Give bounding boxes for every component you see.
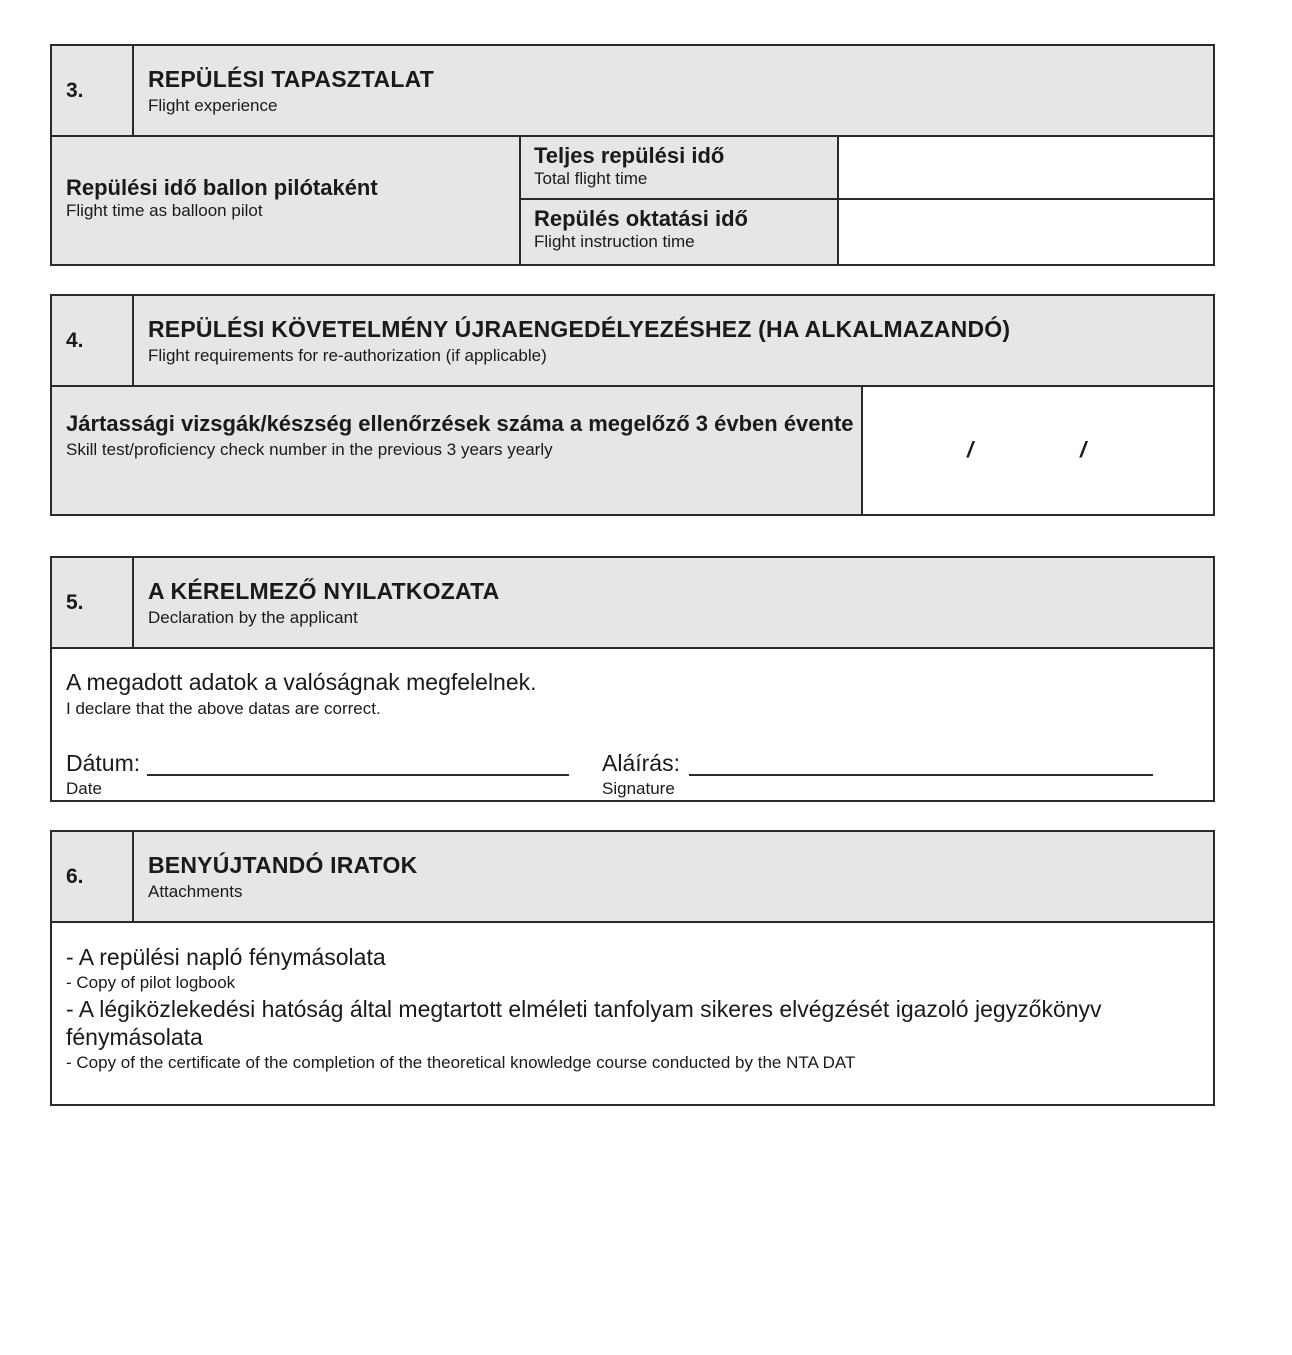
- date-label: Dátum:: [66, 750, 141, 776]
- section-titles: [134, 296, 1010, 385]
- section-body: [52, 387, 1213, 514]
- total-flight-time-label: [521, 137, 837, 200]
- section-header: [52, 558, 1213, 649]
- signature-label: Aláírás:: [602, 750, 680, 776]
- section-number: 4.: [52, 296, 134, 385]
- instruction-time-en: Flight instruction time: [534, 232, 695, 251]
- section-body: [52, 137, 1213, 264]
- section-reauthorization: [50, 294, 1215, 516]
- instruction-time-label: [521, 200, 837, 263]
- section-number: 5.: [52, 558, 134, 647]
- attachment-item-en: - Copy of the certificate of the completion of the theoretical knowledge course conducted by the NTA DAT: [66, 1053, 856, 1072]
- total-flight-time-en: Total flight time: [534, 169, 648, 188]
- skill-test-count-field[interactable]: [863, 387, 1213, 514]
- section-flight-experience: [50, 44, 1215, 266]
- section-number: 6.: [52, 832, 134, 921]
- date-label-en: Date: [66, 779, 102, 798]
- time-input-column: [839, 137, 1213, 264]
- skill-test-en: Skill test/proficiency check number in the previous 3 years yearly: [66, 440, 553, 459]
- signature-label-en: Signature: [602, 779, 675, 798]
- section-subtitle: Attachments: [148, 882, 243, 901]
- section-header: [52, 296, 1213, 387]
- section-titles: [134, 558, 499, 647]
- section-header: [52, 46, 1213, 137]
- balloon-pilot-time-label: [52, 137, 521, 264]
- attachment-item-hu: - A repülési napló fénymásolata: [66, 944, 386, 970]
- date-field[interactable]: [147, 774, 569, 776]
- section-title: A KÉRELMEZŐ NYILATKOZATA: [148, 578, 500, 604]
- declaration-text-hu: A megadott adatok a valóságnak megfelelnek.: [66, 669, 537, 695]
- signature-field[interactable]: [689, 774, 1153, 776]
- section-title: REPÜLÉSI TAPASZTALAT: [148, 66, 434, 92]
- attachments-list: [52, 923, 1213, 1075]
- year-separator: /: [1080, 437, 1087, 462]
- attachment-item-hu: - A légiközlekedési hatóság által megtartott elméleti tanfolyam sikeres elvégzését igazoló jegyzőkönyv fénymásolata: [66, 996, 1102, 1050]
- skill-test-hu: Jártassági vizsgák/készség ellenőrzések száma a megelőző 3 évben évente: [66, 411, 854, 436]
- attachment-item-en: - Copy of pilot logbook: [66, 973, 236, 992]
- section-attachments: [50, 830, 1215, 1106]
- balloon-pilot-time-hu: Repülési idő ballon pilótaként: [66, 175, 378, 200]
- section-header: [52, 832, 1213, 923]
- section-title: REPÜLÉSI KÖVETELMÉNY ÚJRAENGEDÉLYEZÉSHEZ (HA ALKALMAZANDÓ): [148, 316, 1011, 342]
- year-separator: /: [967, 437, 974, 462]
- section-subtitle: Flight requirements for re-authorization (if applicable): [148, 346, 547, 365]
- instruction-time-field[interactable]: [839, 200, 1213, 263]
- section-declaration: [50, 556, 1215, 802]
- section-titles: [134, 832, 417, 921]
- total-flight-time-field[interactable]: [839, 137, 1213, 200]
- section-titles: [134, 46, 434, 135]
- section-subtitle: Declaration by the applicant: [148, 608, 358, 627]
- total-flight-time-hu: Teljes repülési idő: [534, 143, 725, 168]
- instruction-time-hu: Repülés oktatási idő: [534, 206, 748, 231]
- time-type-labels: [521, 137, 839, 264]
- section-body: [52, 649, 1213, 800]
- balloon-pilot-time-en: Flight time as balloon pilot: [66, 201, 263, 220]
- section-number: 3.: [52, 46, 134, 135]
- section-title: BENYÚJTANDÓ IRATOK: [148, 852, 418, 878]
- section-subtitle: Flight experience: [148, 96, 278, 115]
- skill-test-label: [52, 387, 863, 514]
- declaration-text-en: I declare that the above datas are correct.: [66, 699, 381, 718]
